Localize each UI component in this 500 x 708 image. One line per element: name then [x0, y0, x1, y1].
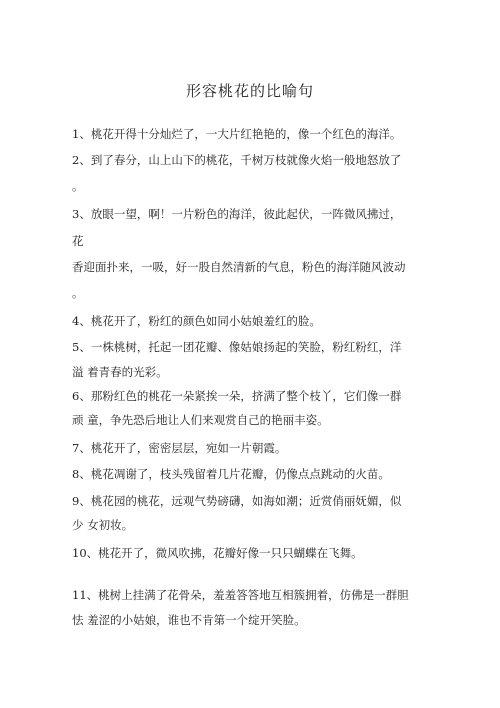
text-line: 9、桃花园的桃花，远观气势磅礴，如海如潮；近赏俏丽妩媚，似	[72, 494, 402, 508]
text-line: 4、桃花开了，粉红的颜色如同小姑娘羞红的脸。	[72, 314, 321, 328]
text-line: 6、那粉红色的桃花一朵紧挨一朵，挤满了整个枝丫，它们像一群	[72, 389, 402, 403]
text-line: 溢 着青春的光彩。	[72, 365, 168, 379]
text-line: 11、桃树上挂满了花骨朵，羞羞答答地互相簇拥着，仿佛是一群胆	[72, 588, 409, 602]
text-line: 。	[72, 286, 84, 300]
text-line: 3、放眼一望，啊！一片粉色的海洋，彼此起伏，一阵微风拂过，	[72, 207, 402, 221]
text-line: 。	[72, 179, 84, 193]
page-title: 形容桃花的比喻句	[185, 82, 314, 100]
text-line: 香迎面扑来，一吸，好一股自然清新的气息，粉色的海洋随风波动	[72, 260, 406, 274]
text-line: 少 女初妆。	[72, 518, 134, 532]
text-line: 1、桃花开得十分灿烂了，一大片红艳艳的，像一个红色的海洋。	[72, 127, 402, 141]
text-line: 花	[72, 234, 84, 248]
text-line: 8、桃花凋谢了，枝头残留着几片花瓣，仍像点点跳动的火苗。	[72, 467, 390, 481]
text-line: 怯 羞涩的小姑娘，谁也不肯第一个绽开笑脸。	[72, 613, 306, 627]
text-line: 5、一株桃树，托起一团花瓣、像姑娘扬起的笑脸，粉红粉红，洋	[72, 340, 402, 354]
text-line: 2、到了春分，山上山下的桃花，千树万枝就像火焰一般地怒放了	[72, 153, 402, 167]
text-line: 10、桃花开了，微风吹拂，花瓣好像一只只蝴蝶在飞舞。	[72, 546, 363, 560]
text-line: 顽 童，争先恐后地让人们来观赏自己的艳丽丰姿。	[72, 413, 329, 427]
text-line: 7、桃花开了，密密层层，宛如一片朝霞。	[72, 441, 287, 455]
